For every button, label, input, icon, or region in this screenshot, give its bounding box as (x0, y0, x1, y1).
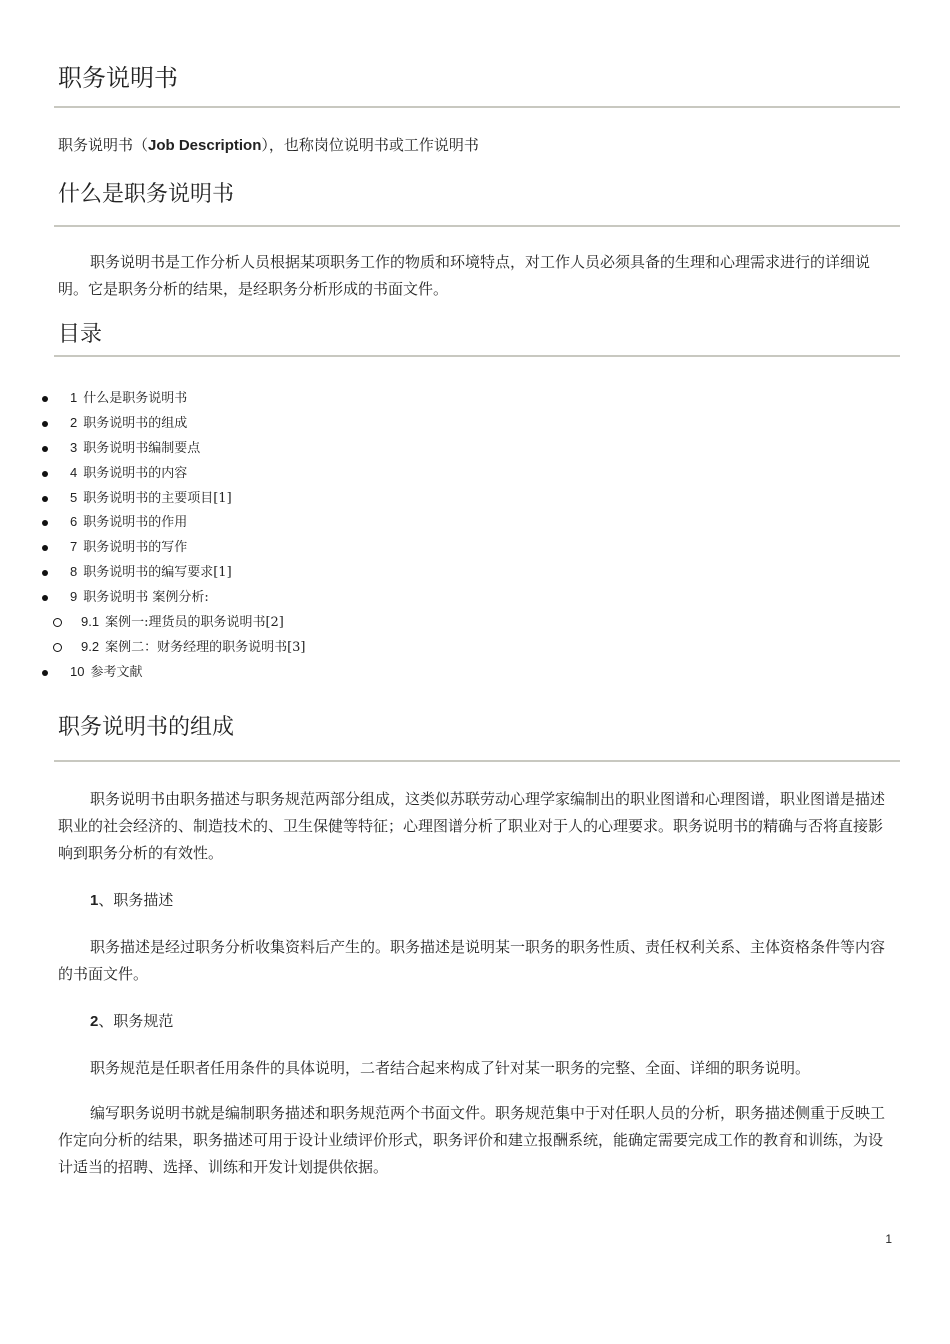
page-number: 1 (885, 1232, 892, 1246)
toc-item-5[interactable] (58, 486, 306, 511)
subheading-number: 2 (90, 1013, 99, 1030)
toc-item-number: 4 (70, 464, 78, 480)
intro-line (58, 134, 896, 157)
section-heading-composition: 职务说明书的组成 (58, 715, 235, 740)
bullet-icon (42, 520, 48, 526)
toc-item-label: 职务说明书 案例分析: (83, 590, 209, 606)
bullet-icon (42, 670, 48, 676)
toc-item-label: 职务说明书编制要点 (83, 440, 201, 456)
title-divider (54, 106, 900, 108)
toc-item-7[interactable] (58, 535, 306, 560)
bullet-icon (42, 595, 48, 601)
toc-item-number: 9.2 (81, 638, 100, 654)
section-divider (54, 760, 900, 762)
section-paragraph: 职务说明书是工作分析人员根据某项职务工作的物质和环境特点，对工作人员必须具备的生理和心理需求进行的详细说明。它是职务分析的结果，是经职务分析形成的书面文件。 (58, 253, 871, 298)
toc-item-2[interactable] (58, 411, 306, 436)
table-of-contents (58, 386, 306, 685)
subheading-label: 、职务规范 (98, 1012, 174, 1030)
bullet-icon (42, 446, 48, 452)
intro-term: Job Description (148, 137, 262, 154)
intro-before: 职务说明书（ (58, 136, 149, 154)
section-paragraph: 职务说明书由职务描述与职务规范两部分组成，这类似苏联劳动心理学家编制出的职业图谱和心理图谱，职业图谱是描述职业的社会经济的、制造技术的、卫生保健等特征；心理图谱分析了职业对于人的心理要求。职务说明书的精确与否将直接影响到职务分析的有效性。 (58, 790, 886, 862)
toc-item-label: 职务说明书的主要项目[1] (83, 490, 232, 506)
bullet-icon (42, 396, 48, 402)
circle-bullet-icon (53, 643, 62, 652)
toc-item-number: 2 (70, 414, 78, 430)
circle-bullet-icon (53, 618, 62, 627)
toc-divider (54, 355, 900, 357)
toc-item-10[interactable] (58, 660, 306, 685)
toc-heading: 目录 (58, 322, 103, 347)
toc-item-1[interactable] (58, 386, 306, 411)
toc-item-9-1[interactable] (58, 610, 306, 635)
toc-item-number: 7 (70, 539, 78, 555)
toc-item-label: 职务说明书的作用 (83, 515, 188, 531)
toc-item-label: 什么是职务说明书 (83, 391, 188, 406)
toc-item-9[interactable] (58, 585, 306, 610)
toc-item-number: 8 (70, 564, 78, 580)
toc-item-number: 6 (70, 514, 78, 530)
toc-item-3[interactable] (58, 436, 306, 461)
toc-item-label: 职务说明书的编写要求[1] (83, 565, 232, 581)
toc-item-label: 职务说明书的组成 (83, 415, 188, 431)
subheading-specification (58, 1010, 896, 1033)
toc-item-number: 5 (70, 489, 78, 505)
toc-item-number: 9.1 (81, 614, 100, 630)
toc-item-label: 案例一:理货员的职务说明书[2] (105, 615, 284, 631)
toc-item-9-2[interactable] (58, 635, 306, 660)
section-heading-what: 什么是职务说明书 (58, 182, 235, 207)
document-page (58, 0, 896, 357)
bullet-icon (42, 570, 48, 576)
bullet-icon (42, 421, 48, 427)
toc-item-number: 1 (70, 390, 78, 405)
toc-item-label: 参考文献 (90, 664, 143, 680)
bullet-icon (42, 496, 48, 502)
subheading-description (58, 889, 896, 912)
description-paragraph: 职务描述是经过职务分析收集资料后产生的。职务描述是说明某一职务的职务性质、责任权利关系、主体资格条件等内容的书面文件。 (58, 938, 886, 983)
toc-item-label: 职务说明书的内容 (83, 465, 188, 481)
section-divider (54, 225, 900, 227)
bullet-icon (42, 471, 48, 477)
subheading-number: 1 (90, 892, 99, 909)
section-composition (58, 712, 896, 1181)
toc-item-6[interactable] (58, 510, 306, 535)
toc-item-4[interactable] (58, 461, 306, 486)
bullet-icon (42, 545, 48, 551)
toc-item-number: 10 (70, 663, 85, 679)
toc-item-number: 9 (70, 589, 78, 605)
toc-item-label: 职务说明书的写作 (83, 540, 188, 556)
intro-after: ），也称岗位说明书或工作说明书 (261, 136, 479, 154)
toc-item-8[interactable] (58, 560, 306, 585)
subheading-label: 、职务描述 (98, 891, 174, 909)
page-title: 职务说明书 (58, 64, 178, 92)
toc-item-number: 3 (70, 439, 78, 455)
closing-paragraph: 编写职务说明书就是编制职务描述和职务规范两个书面文件。职务规范集中于对任职人员的分析，职务描述侧重于反映工作定向分析的结果，职务描述可用于设计业绩评价形式，职务评价和建立报酬系统，能确定需要完成工作的教育和训练，为设计适当的招聘、选择、训练和开发计划提供依据。 (58, 1104, 886, 1176)
specification-paragraph: 职务规范是任职者任用条件的具体说明，二者结合起来构成了针对某一职务的完整、全面、详细的职务说明。 (90, 1059, 811, 1077)
toc-item-label: 案例二：财务经理的职务说明书[3] (105, 639, 306, 655)
